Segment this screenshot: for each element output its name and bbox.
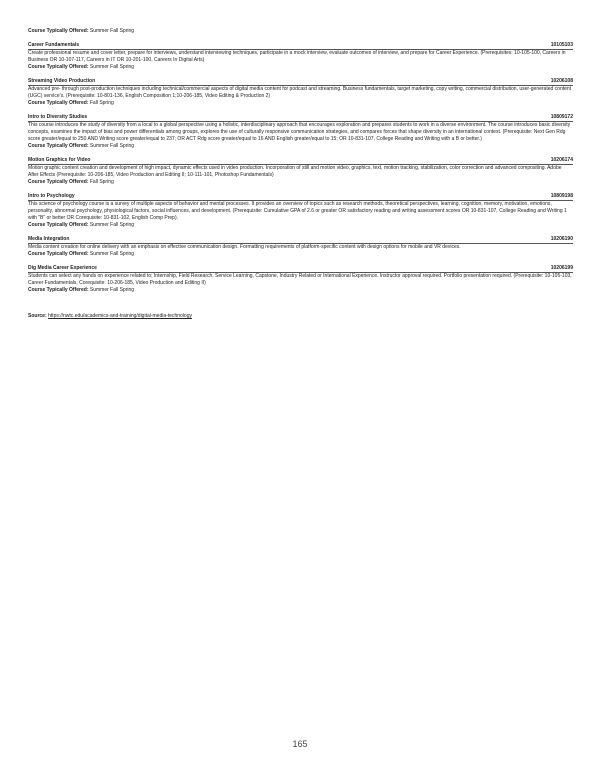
course-code: 10809172	[550, 114, 573, 120]
course-code: 10809198	[550, 193, 573, 199]
offered-terms: Summer Fall Spring	[89, 251, 135, 257]
course-offered	[28, 222, 573, 229]
page-content	[28, 28, 573, 320]
course-code: 10206174	[550, 157, 573, 163]
offered-terms: Summer Fall Spring	[89, 222, 135, 228]
course-intro-to-psychology	[28, 193, 573, 229]
top-offered-line	[28, 28, 573, 35]
course-header	[28, 157, 573, 165]
course-offered	[28, 64, 573, 71]
course-intro-to-diversity-studies	[28, 114, 573, 150]
offered-terms: Summer Fall Spring	[89, 287, 135, 293]
course-title: Media Integration	[28, 236, 70, 242]
offered-terms: Fall Spring	[89, 100, 114, 106]
offered-label: Course Typically Offered:	[28, 100, 89, 106]
course-offered	[28, 100, 573, 107]
course-offered	[28, 143, 573, 150]
course-description: This course introduces the study of diversity from a local to a global perspective using a holistic, interdisciplinary approach that encourages exploration and prepares students to work in a diverse environment. The course introduces basic diversity concepts, examines the impact of bias and power differentials among groups, explores the use of culturally responsive communication strategies, and compares forces that shape diversity in an international context. (Prerequisite: Next Gen Rdg score greater/equal to 250 AND Writing score greater/equal to 237; OR ACT Rdg score greater/equal to 16 AND English greater/equal to 15; OR 10-831-107, College Reading and Writing with a B or better.)	[28, 122, 571, 142]
course-header	[28, 236, 573, 244]
course-offered	[28, 251, 573, 258]
course-header	[28, 78, 573, 86]
offered-label: Course Typically Offered:	[28, 143, 89, 149]
course-header	[28, 265, 573, 273]
offered-terms: Summer Fall Spring	[89, 64, 135, 70]
course-title: Career Fundamentals	[28, 42, 80, 48]
offered-terms: Summer Fall Spring	[89, 143, 135, 149]
course-dig-media-career-experience	[28, 265, 573, 294]
course-title: Dig Media Career Experience	[28, 265, 97, 271]
course-code: 10206199	[550, 265, 573, 271]
source-label: Source:	[28, 313, 47, 319]
course-description: Students can select any hands on experience related to; Internship, Field Research, Service Learning, Capstone, Industry Related or International Experience. Instructor approval required. Portfolio presentation required. (Prerequisite: 10-105-103, Career Fundamentals, Corequisite: 10-206-185, Video Production and Editing II)	[28, 273, 572, 286]
course-offered	[28, 179, 573, 186]
course-description: Motion graphic content creation and development of high impact, dynamic effects used in video production. Incorporation of still and motion video, graphics, text, motion tracking, stabilization, color correction and advanced compositing. Adobe After Effects (Prerequisite: 10-206-185, Video Production and Editing II; 10-111-101, Photoshop Fundamentals)	[28, 165, 562, 178]
course-code: 10206190	[550, 236, 573, 242]
course-code: 10105103	[550, 42, 573, 48]
page-number: 165	[292, 739, 308, 749]
course-title: Motion Graphics for Video	[28, 157, 91, 163]
source-line	[28, 313, 573, 320]
course-offered	[28, 287, 573, 294]
course-title: Intro to Psychology	[28, 193, 75, 199]
offered-label: Course Typically Offered:	[28, 64, 89, 70]
offered-label: Course Typically Offered:	[28, 28, 89, 34]
offered-label: Course Typically Offered:	[28, 251, 89, 257]
course-title: Streaming Video Production	[28, 78, 96, 84]
offered-label: Course Typically Offered:	[28, 287, 89, 293]
offered-terms: Fall Spring	[89, 179, 114, 185]
course-description: This science of psychology course is a survey of multiple aspects of behavior and mental processes. It provides an overview of topics such as research methods, theoretical perspectives, learning, cognition, memory, motivation, emotions, personality, abnormal psychology, physiological factors, social influences, and development. (Prerequisite: Cumulative GPA of 2.6 or greater OR satisfactory reading and writing assessment scores OR 10-831-107, College Reading and Writing 1 with "B" or better OR Corequisite: 10-831-102, English Comp Prep).	[28, 201, 567, 221]
offered-label: Course Typically Offered:	[28, 179, 89, 185]
course-career-fundamentals	[28, 42, 573, 71]
course-description: Create professional resume and cover letter, prepare for interviews, understand interviewing techniques, participate in a mock interview, evaluate outcomes of interview, and prepare for Career Experience. (Prerequisites: 10-105-100, Careers in Business OR 10-107-117, Careers in IT OR 10-201-100, Careers In Digital Arts)	[28, 50, 566, 63]
offered-terms: Summer Fall Spring	[89, 28, 135, 34]
course-media-integration	[28, 236, 573, 258]
course-description: Advanced pre- through post-production techniques including technical/commercial aspects of digital media content for podcast and streaming. Business fundamentals, target marketing, copy writing, commercial distribution, user-generated content (UGC) service's. (Prerequisite: 10-801-136, English Composition 1;10-206-185, Video Editing & Production 2)	[28, 86, 572, 99]
course-header	[28, 42, 573, 50]
course-header	[28, 114, 573, 122]
course-description: Media content creation for online delivery with an emphasis on effective communication design. Formatting requirements of platform-specific content with design options for mobile and VR devices.	[28, 244, 461, 250]
course-title: Intro to Diversity Studies	[28, 114, 88, 120]
course-streaming-video-production	[28, 78, 573, 107]
course-code: 10206108	[550, 78, 573, 84]
source-link[interactable]: https://nwtc.edu/academics-and-training/digital-media-technology	[48, 313, 192, 319]
offered-label: Course Typically Offered:	[28, 222, 89, 228]
course-motion-graphics-for-video	[28, 157, 573, 186]
course-header	[28, 193, 573, 201]
